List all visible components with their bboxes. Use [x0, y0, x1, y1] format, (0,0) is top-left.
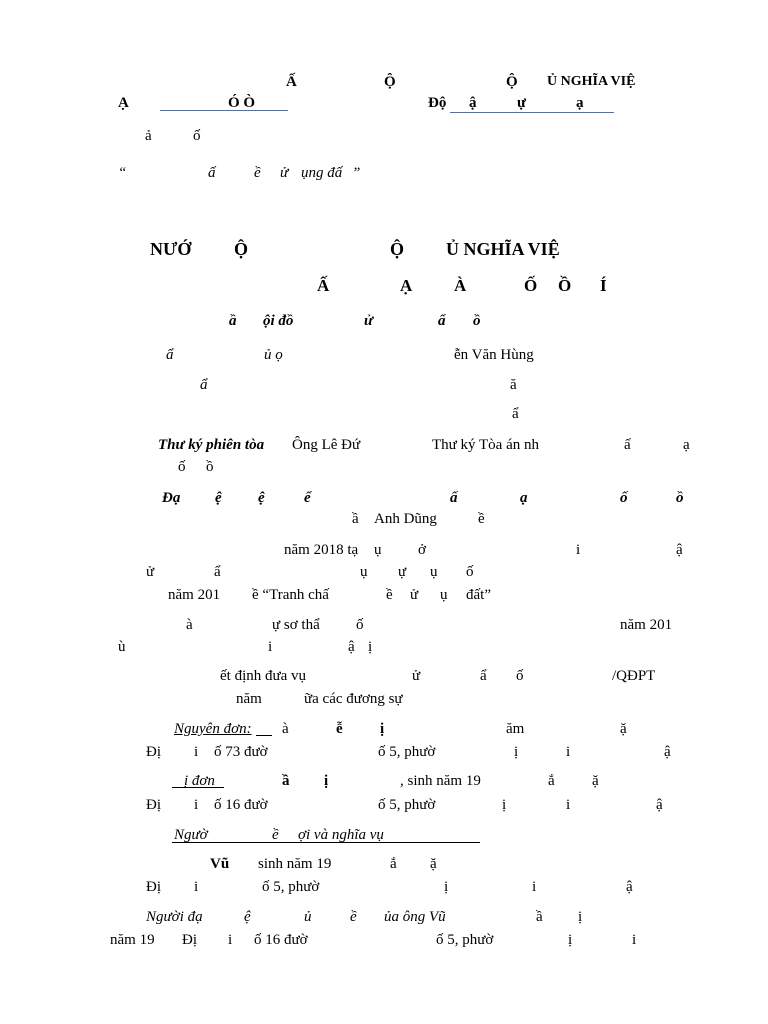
body-fragment: ử: [410, 587, 419, 603]
header-right-rule: [450, 112, 614, 113]
body-fragment: ị: [514, 744, 519, 760]
underline-rule: [256, 735, 272, 736]
body-fragment: ố 73 đườ: [214, 744, 268, 760]
body-fragment: ạ: [520, 490, 528, 506]
body-fragment: ầ: [282, 773, 290, 789]
body-fragment: ậ: [664, 744, 671, 760]
prosecutor-name: Anh Dũng: [374, 511, 437, 527]
body-fragment: ù: [118, 639, 126, 655]
title-fragment: Ộ: [390, 239, 405, 259]
title-fragment: Ồ: [558, 276, 572, 295]
body-fragment: ẩ: [480, 668, 487, 684]
body-fragment: ố: [620, 490, 628, 506]
body-fragment: năm 2018 tạ: [284, 542, 359, 558]
header-fragment: Ủ NGHĨA VIỆ: [547, 74, 636, 89]
body-fragment: i: [194, 744, 199, 760]
header-fragment: Độ: [428, 95, 447, 111]
body-fragment: đất”: [466, 587, 491, 603]
body-fragment: ủa ông Vũ: [384, 909, 446, 925]
body-fragment: ết định đưa vụ: [220, 668, 307, 684]
body-fragment: ụ: [360, 564, 368, 580]
body-fragment: i: [632, 932, 637, 948]
body-fragment: ầ: [352, 511, 359, 527]
body-fragment: i: [228, 932, 233, 948]
body-fragment: ắ: [548, 773, 555, 789]
header-quote: ”: [352, 165, 361, 181]
body-fragment: ủ ọ: [264, 347, 283, 363]
body-fragment: ụ: [430, 564, 438, 580]
body-fragment: ử: [146, 564, 155, 580]
body-fragment: i: [576, 542, 581, 558]
body-fragment: i: [194, 879, 199, 895]
body-fragment: Đị: [146, 797, 161, 813]
header-quote: ấ: [208, 165, 216, 181]
header-fragment: ạ: [576, 95, 584, 111]
title-fragment: ẩ: [438, 313, 446, 329]
defendant-label: ị đơn: [184, 773, 215, 789]
body-fragment: ẩ: [200, 377, 208, 393]
presiding-judge-name: ễn Văn Hùng: [454, 347, 534, 363]
body-fragment: ữa các đương sự: [304, 691, 403, 707]
body-fragment: ề: [478, 511, 485, 527]
related-party-label: Ngườ: [174, 827, 208, 843]
body-fragment: ạ: [683, 437, 690, 453]
body-fragment: ợi và nghĩa vụ: [298, 827, 384, 843]
body-fragment: ấ: [624, 437, 631, 453]
body-fragment: ố 5, phườ: [436, 932, 494, 948]
header-fragment: ố: [193, 128, 201, 144]
body-fragment: ố 5, phườ: [378, 797, 436, 813]
title-fragment: Ạ: [400, 276, 413, 295]
header-fragment: Ạ: [118, 95, 129, 111]
title-fragment: ầ: [229, 313, 237, 329]
body-fragment: ở: [418, 542, 426, 558]
body-fragment: ố 5, phườ: [262, 879, 320, 895]
header-quote: “: [118, 165, 127, 181]
title-fragment: Ủ NGHĨA VIỆ: [446, 239, 560, 259]
body-fragment: ị: [324, 773, 329, 789]
body-fragment: ậ: [626, 879, 633, 895]
header-fragment: Ó Ò: [228, 95, 256, 111]
body-fragment: ự sơ thẩ: [272, 617, 320, 633]
body-fragment: ố: [516, 668, 524, 684]
title-fragment: ử: [364, 313, 373, 329]
body-fragment: năm 19: [110, 932, 155, 948]
header-quote: ề: [254, 165, 261, 181]
body-fragment: Đị: [146, 744, 161, 760]
title-fragment: Ấ: [317, 276, 330, 295]
title-fragment: À: [454, 276, 467, 295]
body-fragment: ụ: [440, 587, 448, 603]
header-quote: ử: [280, 165, 289, 181]
body-fragment: năm: [236, 691, 262, 707]
body-fragment: ề: [272, 827, 279, 843]
title-fragment: ồ: [473, 313, 481, 329]
body-fragment: ệ: [258, 490, 265, 506]
body-fragment: i: [268, 639, 273, 655]
body-fragment: ố: [178, 459, 186, 475]
body-fragment: ị: [502, 797, 507, 813]
header-left-rule: [160, 110, 288, 111]
body-fragment: ử: [412, 668, 421, 684]
body-fragment: ự: [398, 564, 407, 580]
body-fragment: ề: [386, 587, 393, 603]
title-fragment: Ố: [524, 276, 538, 295]
clerk-label: Thư ký phiên tòa: [158, 437, 265, 453]
body-fragment: ễ: [336, 721, 343, 737]
body-fragment: ố: [466, 564, 474, 580]
body-fragment: i: [532, 879, 537, 895]
body-fragment: năm 201: [620, 617, 673, 633]
clerk-name: Ông Lê Đứ: [292, 437, 361, 453]
body-fragment: ấ: [450, 490, 458, 506]
header-quote: ụng đấ: [301, 165, 343, 181]
body-fragment: ầ: [536, 909, 543, 925]
header-fragment: ự: [517, 95, 527, 111]
decision-number: /QĐPT: [612, 668, 656, 684]
body-fragment: ể: [304, 490, 311, 506]
title-fragment: Ộ: [234, 239, 249, 259]
body-fragment: ụ: [374, 542, 382, 558]
body-fragment: Vũ: [210, 856, 230, 872]
body-fragment: ă: [510, 377, 517, 393]
body-fragment: i: [194, 797, 199, 813]
underline-rule: [172, 842, 480, 843]
body-fragment: Đị: [182, 932, 197, 948]
body-fragment: ố 16 đườ: [214, 797, 268, 813]
header-fragment: ậ: [469, 95, 477, 111]
plaintiff-label: Nguyên đơn:: [174, 721, 252, 737]
body-fragment: ị: [380, 721, 385, 737]
body-fragment: ố 5, phườ: [378, 744, 436, 760]
body-fragment: năm 201: [168, 587, 221, 603]
body-fragment: ồ: [676, 490, 684, 506]
body-fragment: ẩ: [166, 347, 174, 363]
body-fragment: à: [186, 617, 193, 633]
body-fragment: ề “Tranh chấ: [252, 587, 329, 603]
body-fragment: ậ: [348, 639, 355, 655]
body-fragment: ị: [568, 932, 573, 948]
body-fragment: ậ: [656, 797, 663, 813]
title-fragment: NƯỚ: [150, 239, 192, 259]
body-fragment: ắ: [390, 856, 397, 872]
body-fragment: ặ: [430, 856, 437, 872]
body-fragment: Đị: [146, 879, 161, 895]
representative-label: Người đạ: [146, 909, 203, 925]
body-fragment: sinh năm 19: [258, 856, 332, 872]
body-fragment: ị: [444, 879, 449, 895]
body-fragment: ố: [356, 617, 364, 633]
body-fragment: ẩ: [214, 564, 221, 580]
body-fragment: Thư ký Tòa án nh: [432, 437, 539, 453]
body-fragment: ẩ: [512, 406, 519, 422]
title-fragment: ội đồ: [263, 313, 294, 329]
body-fragment: ậ: [676, 542, 683, 558]
body-fragment: à: [282, 721, 289, 737]
body-fragment: ăm: [506, 721, 525, 737]
body-fragment: ặ: [620, 721, 627, 737]
body-fragment: ặ: [592, 773, 599, 789]
header-fragment: Ộ: [384, 74, 396, 90]
body-fragment: , sinh năm 19: [400, 773, 481, 789]
body-fragment: i: [566, 744, 571, 760]
header-fragment: Ấ: [286, 74, 297, 90]
body-fragment: ệ: [215, 490, 222, 506]
body-fragment: ị: [368, 639, 373, 655]
body-fragment: ị: [578, 909, 583, 925]
body-fragment: i: [566, 797, 571, 813]
body-fragment: ệ: [244, 909, 251, 925]
body-fragment: ố 16 đườ: [254, 932, 308, 948]
header-fragment: Ộ: [506, 74, 518, 90]
body-fragment: ồ: [206, 459, 214, 475]
body-fragment: ủ: [304, 909, 312, 925]
body-fragment: ề: [350, 909, 357, 925]
title-fragment: Í: [600, 276, 607, 295]
body-fragment: Đạ: [162, 490, 181, 506]
header-fragment: ả: [145, 128, 152, 144]
